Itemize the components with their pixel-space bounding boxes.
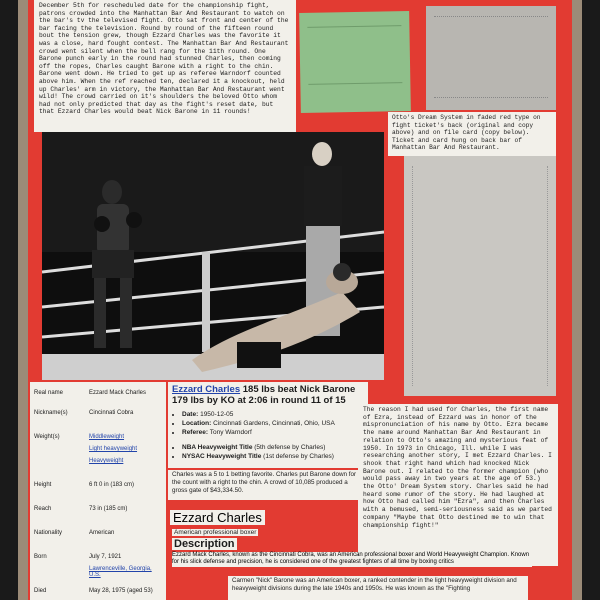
story-bottom-clipping [358,404,558,566]
card-copy-faded-text [412,166,548,386]
story-top-text: December 5th for rescheduled date for the championship fight, patrons crowded into the Manhattan Bar And Restaurant to watch on the bar's tv the televised fight. Otto sat front and center of the bar facing the television. Round by round of the fifteen round bout the tension grew, though Ezzard Charles was the favorite it was a close, hard fought contest. The Manhattan Bar And Restaurant crowd went silent when the bell rang for the 11th round. One Barone punch early in the round had stunned Charles, then coming off the ropes, Charles caught Barone with a right to the chin. Barone went down. He tried to get up as referee Warndorf counted above him. When the ref reached ten, declared it a knockout, held up Charles' arm in victory, the Manhattan Bar And Restaurant went wild! The crowd carried on it's shoulders the beloved Otto whom had not only predicted that day as the fight's reset date, but that Ezzard Charles would beat Nick Barone in 11 rounds! [39,2,289,116]
story-top-clipping [34,0,296,132]
ticket-caption [388,112,556,156]
wiki-description-text: Ezzard Mack Charles, known as the Cincinnati Cobra, was an American professional boxer and World Heavyweight Champion. Known for his slick defense and precision, he is considered one of the greatest fighters of all time by boxing critics [172,552,532,567]
story-bottom-text: The reason I had used for Charles, the first name of Ezra, instead of Ezzard was in honor of the mispronunciation of his name by Otto. Ezra became the name around Manhattan Bar And Restaurant in relation to Otto's amazing and mysterious feat of 1950. In 1973 in Chicago, Ill. while I was researching another story, I met Ezzard Charles. I shook that right hand which had knocked Nick Barone out. I related to the former champion (who would pass away in two years at the age of 53.) the Otto' Dream System story. Charles said he had heard some rumor of the story. He had laughed at how Otto had called him "Ezra", and then Charles with a bemused, semi-seriousness said as we parted company "Maybe that Otto destined me to win that championship fight!" [363,406,552,529]
barone-note [228,576,528,600]
fight-details [168,410,368,437]
fight-record-box [168,382,368,468]
fight-titles [168,443,368,461]
title-nba: • NBA Heavyweight Title (5th defense by Charles) [182,443,368,452]
fight-notes-text: Charles was a 5 to 1 betting favorite. Charles put Barone down for the count with a right to the chin. A crowd of 10,085 produced a gross gate of $43,334.50. [172,471,357,494]
middleweight-link[interactable]: Middleweight [89,434,125,440]
title-nysac: • NYSAC Heavyweight Title (1st defense by Charles) [182,452,368,461]
fight-referee: • Referee: Tony Warndorf [182,428,368,437]
wiki-subtitle: American professional boxer [174,529,257,536]
birthplace-link[interactable]: Lawrenceville, Georgia, U.S. [89,566,152,578]
ezzard-charles-link[interactable]: Ezzard Charles [172,384,241,395]
ticket-faded-lines [307,25,402,85]
file-card-copy [404,156,556,396]
wiki-name: Ezzard Charles [170,510,265,525]
fight-photo [42,132,384,380]
file-card [426,6,556,110]
fight-date: • Date: 1950-12-05 [182,410,368,419]
ticket-caption-text: Otto's Dream System in faded red type on fight ticket's back (original and copy above) and on file card (copy below). Ticket and card hung on back bar of Manhattan Bar And Restaurant. [392,114,541,152]
barone-note-text: Carmen "Nick" Barone was an American boxer, a ranked contender in the light heavyweight division and heavyweight divisions during the late 1940s and 1950s. He was known as the "Fighting [232,577,517,592]
heavyweight-link[interactable]: Heavyweight [89,458,124,464]
fight-headline: Ezzard Charles 185 lbs beat Nick Barone 179 lbs by KO at 2:06 in round 11 of 15 [172,384,356,406]
fight-photo-art [42,132,384,380]
card-faded-lines [434,16,548,98]
boxer-facts-box: Real name Ezzard Mack Charles Nickname(s) Cincinnati Cobra Weight(s) Middleweight Light heavyweight Heavyweight Height 6 ft 0 in (183 cm) Reach 73 in (185 cm) Nationality American Born July 7, 1921 Lawrenceville, Georgia, U.S. Died May 28, 1975 (aged 53) [30,382,166,600]
wiki-summary [168,510,530,566]
red-board [28,0,572,600]
wiki-description-heading: Description [174,538,235,550]
fight-ticket [299,11,411,113]
fight-notes [168,470,368,500]
fight-location: • Location: Cincinnati Gardens, Cincinnati, Ohio, USA [182,419,368,428]
light-heavyweight-link[interactable]: Light heavyweight [89,446,138,452]
